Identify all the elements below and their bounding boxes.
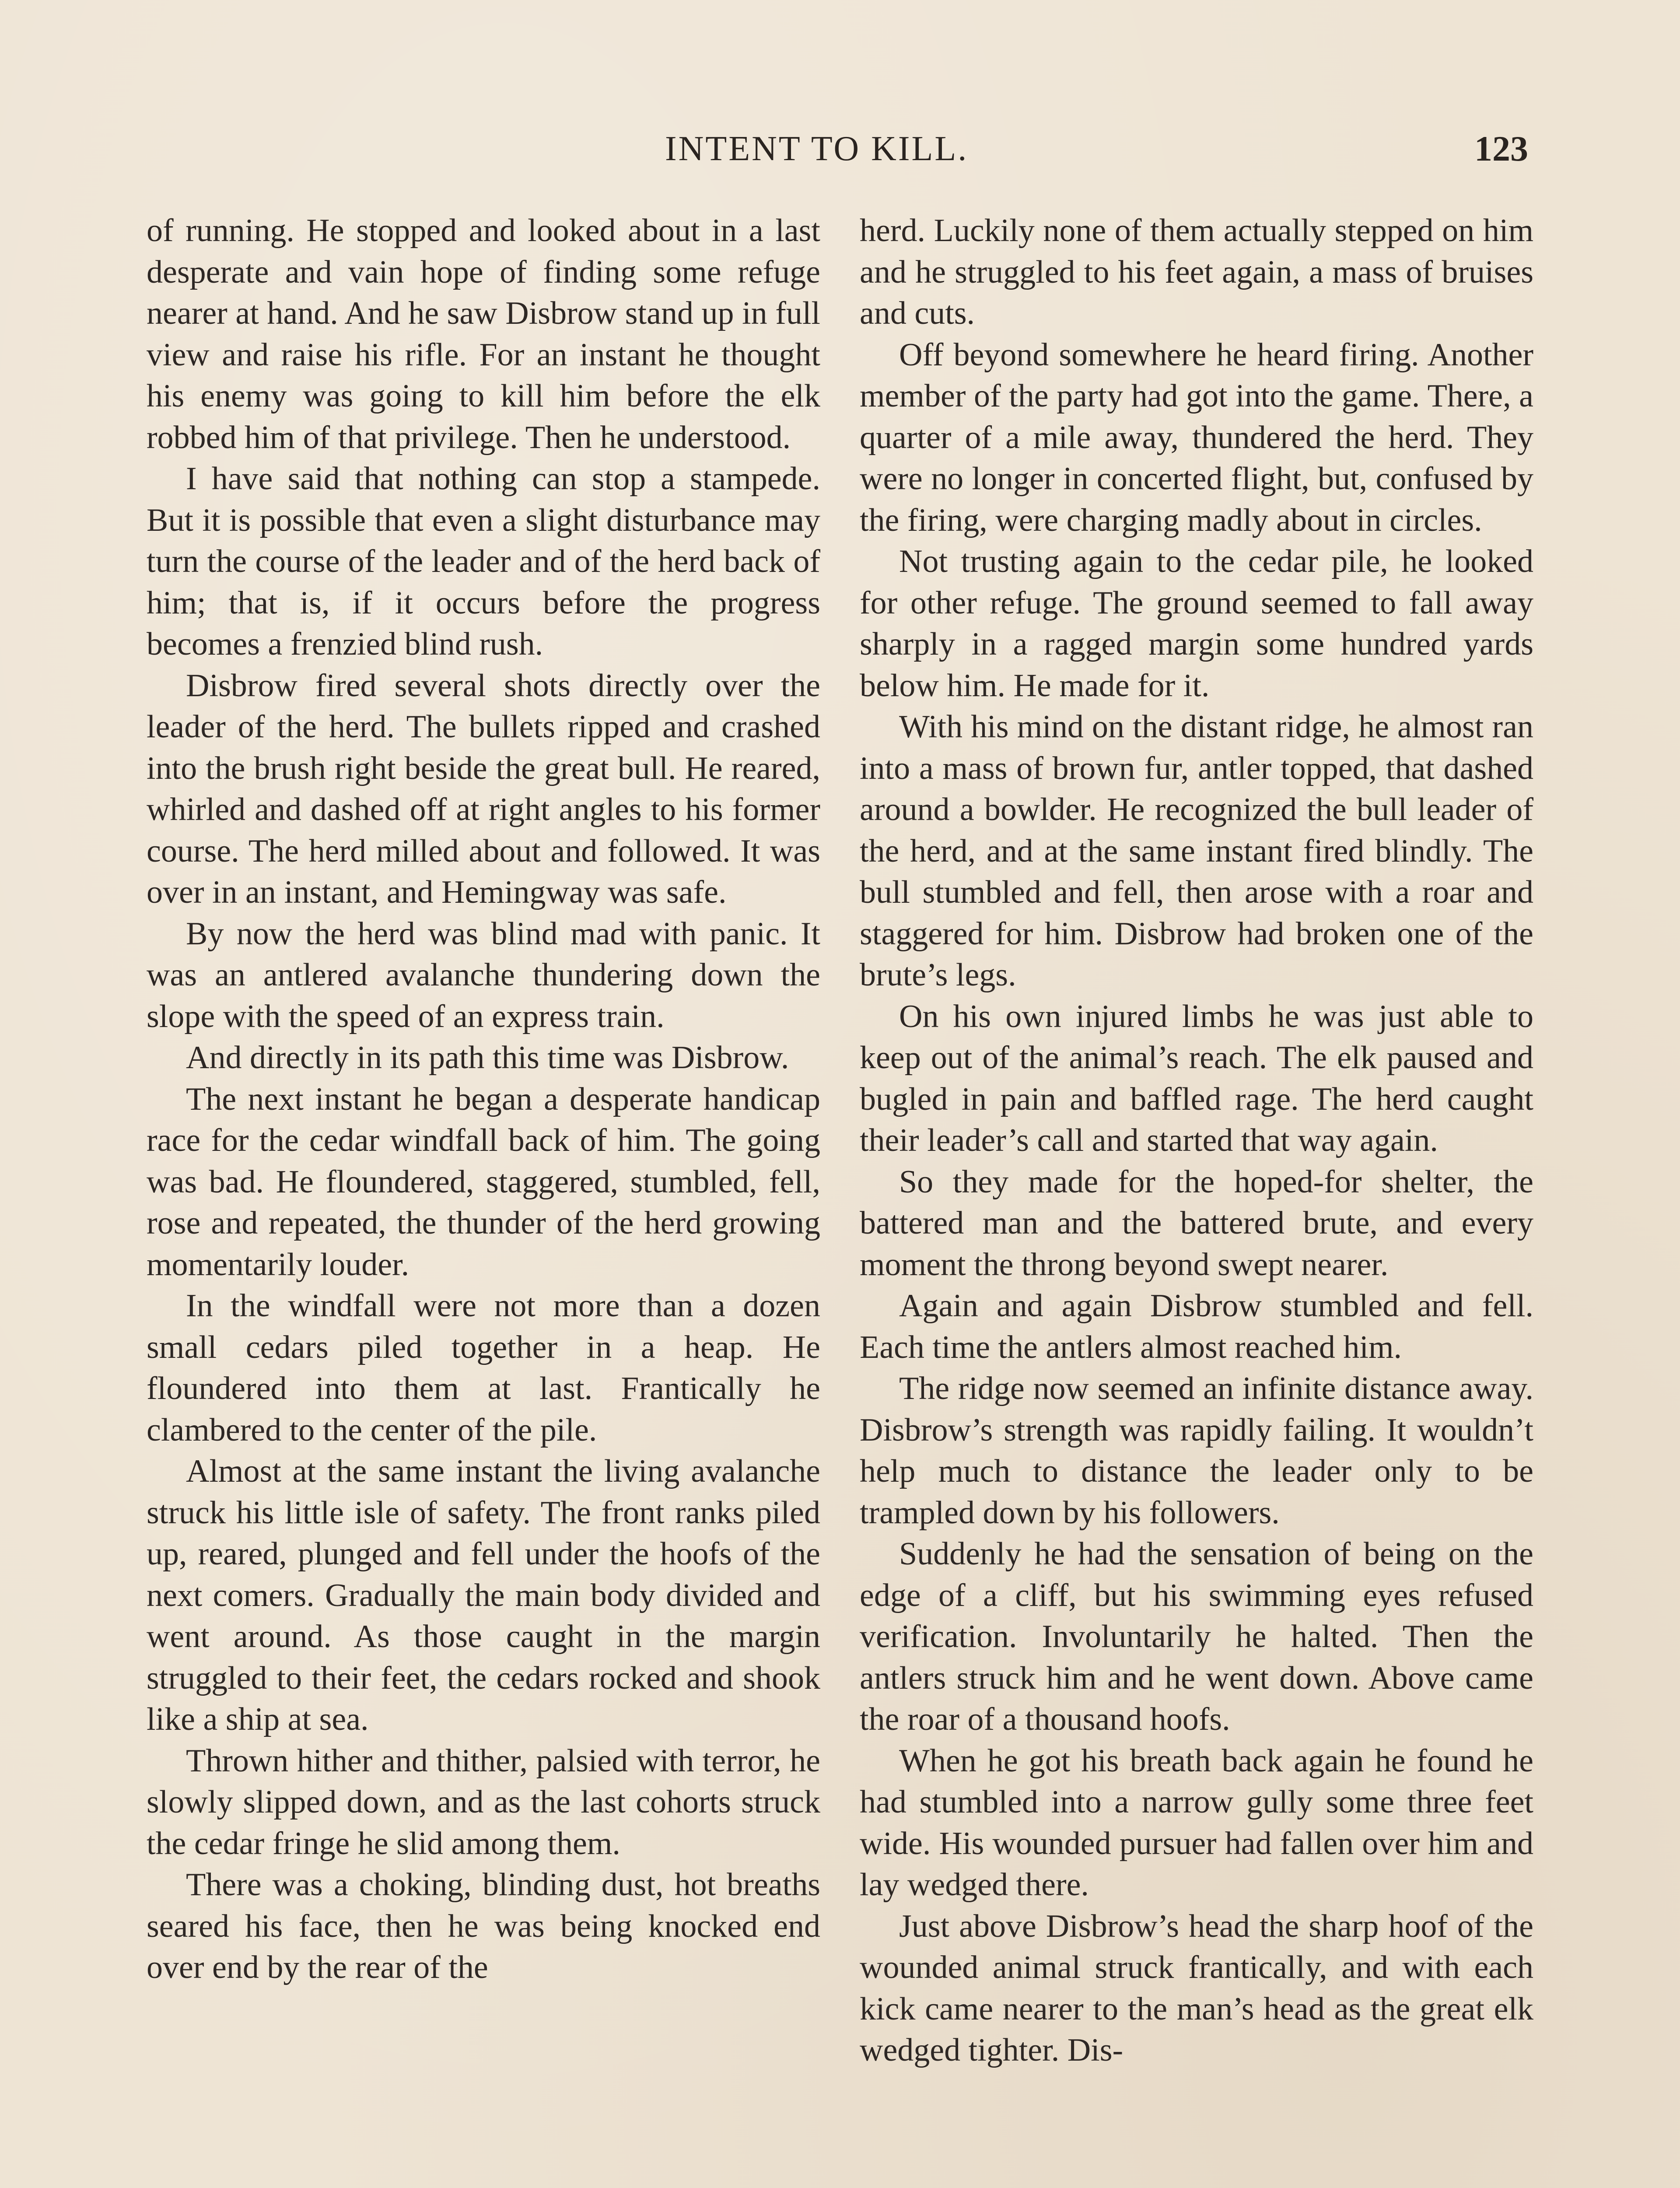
paragraph: In the windfall were not more than a dozen small cedars piled together in a heap. He floundered into them at last. Frantically he clambered to the center of the pile. [147,1288,820,1448]
paragraph: Not trusting again to the cedar pile, he looked for other refuge. The ground seemed to fall away sharply in a ragged margin some hundred yards below him. He made for it. [860,543,1533,704]
paragraph: Just above Disbrow’s head the sharp hoof of the wounded animal struck frantically, and with each kick came nearer to the man’s head as the great elk wedged tighter. Dis- [860,1908,1533,2068]
paragraph: By now the herd was blind mad with panic. It was an antlered avalanche thundering down the slope with the speed of an express train. [147,915,820,1034]
paragraph: Almost at the same instant the living avalanche struck his little isle of safety. The front ranks piled up, reared, plunged and fell under the hoofs of the next comers. Gradually the main body divided and went around. As those caught in the margin struggled to their feet, the cedars rocked and shook like a ship at sea. [147,1453,820,1737]
paragraph: So they made for the hoped-for shelter, the battered man and the battered brute, and every moment the throng beyond swept nearer. [860,1164,1533,1283]
paragraph: When he got his breath back again he found he had stumbled into a narrow gully some three feet wide. His wounded pursuer had fallen over him and lay wedged there. [860,1743,1533,1903]
left-column [147,210,820,1988]
paragraph: of running. He stopped and looked about in a last desperate and vain hope of finding some refuge nearer at hand. And he saw Disbrow stand up in full view and raise his rifle. For an instant he thought his enemy was going to kill him before the elk robbed him of that privilege. Then he understood. [147,213,820,456]
paragraph: With his mind on the distant ridge, he almost ran into a mass of brown fur, antler topped, that dashed around a bowlder. He recognized the bull leader of the herd, and at the same instant fired blindly. The bull stumbled and fell, then arose with a roar and staggered for him. Disbrow had broken one of the brute’s legs. [860,709,1533,993]
paragraph: Suddenly he had the sensation of being on the edge of a cliff, but his swimming eyes refused verification. Involuntarily he halted. Then the antlers struck him and he went down. Above came the roar of a thousand hoofs. [860,1536,1533,1737]
right-column [860,210,1533,2071]
paragraph: Off beyond somewhere he heard firing. Another member of the party had got into the game. There, a quarter of a mile away, thundered the herd. They were no longer in concerted flight, but, confused by the firing, were charging madly about in circles. [860,337,1533,538]
paragraph: On his own injured limbs he was just able to keep out of the animal’s reach. The elk paused and bugled in pain and baffled rage. The herd caught their leader’s call and started that way again. [860,998,1533,1158]
paragraph: The next instant he began a desperate handicap race for the cedar windfall back of him. The going was bad. He floundered, staggered, stumbled, fell, rose and repeated, the thunder of the herd growing momentarily louder. [147,1081,820,1283]
paragraph: herd. Luckily none of them actually stepped on him and he struggled to his feet again, a mass of bruises and cuts. [860,213,1533,331]
running-head: INTENT TO KILL. [665,130,969,168]
paragraph: There was a choking, blinding dust, hot breaths seared his face, then he was being knocked end over end by the rear of the [147,1867,820,1985]
paragraph: And directly in its path this time was Disbrow. [186,1040,789,1076]
paragraph: Again and again Disbrow stumbled and fell. Each time the antlers almost reached him. [860,1288,1533,1365]
page-number: 123 [1474,129,1528,168]
page-header [0,125,1680,186]
paragraph: Thrown hither and thither, palsied with terror, he slowly slipped down, and as the last cohorts struck the cedar fringe he slid among them. [147,1743,820,1862]
paragraph: Disbrow fired several shots directly over the leader of the herd. The bullets ripped and crashed into the brush right beside the great bull. He reared, whirled and dashed off at right angles to his former course. The herd milled about and followed. It was over in an instant, and Hemingway was safe. [147,667,820,910]
paragraph: I have said that nothing can stop a stampede. But it is possible that even a slight disturbance may turn the course of the leader and of the herd back of him; that is, if it occurs before the progress becomes a frenzied blind rush. [147,461,820,662]
paragraph: The ridge now seemed an infinite distance away. Disbrow’s strength was rapidly failing. It wouldn’t help much to distance the leader only to be trampled down by his followers. [860,1371,1533,1531]
